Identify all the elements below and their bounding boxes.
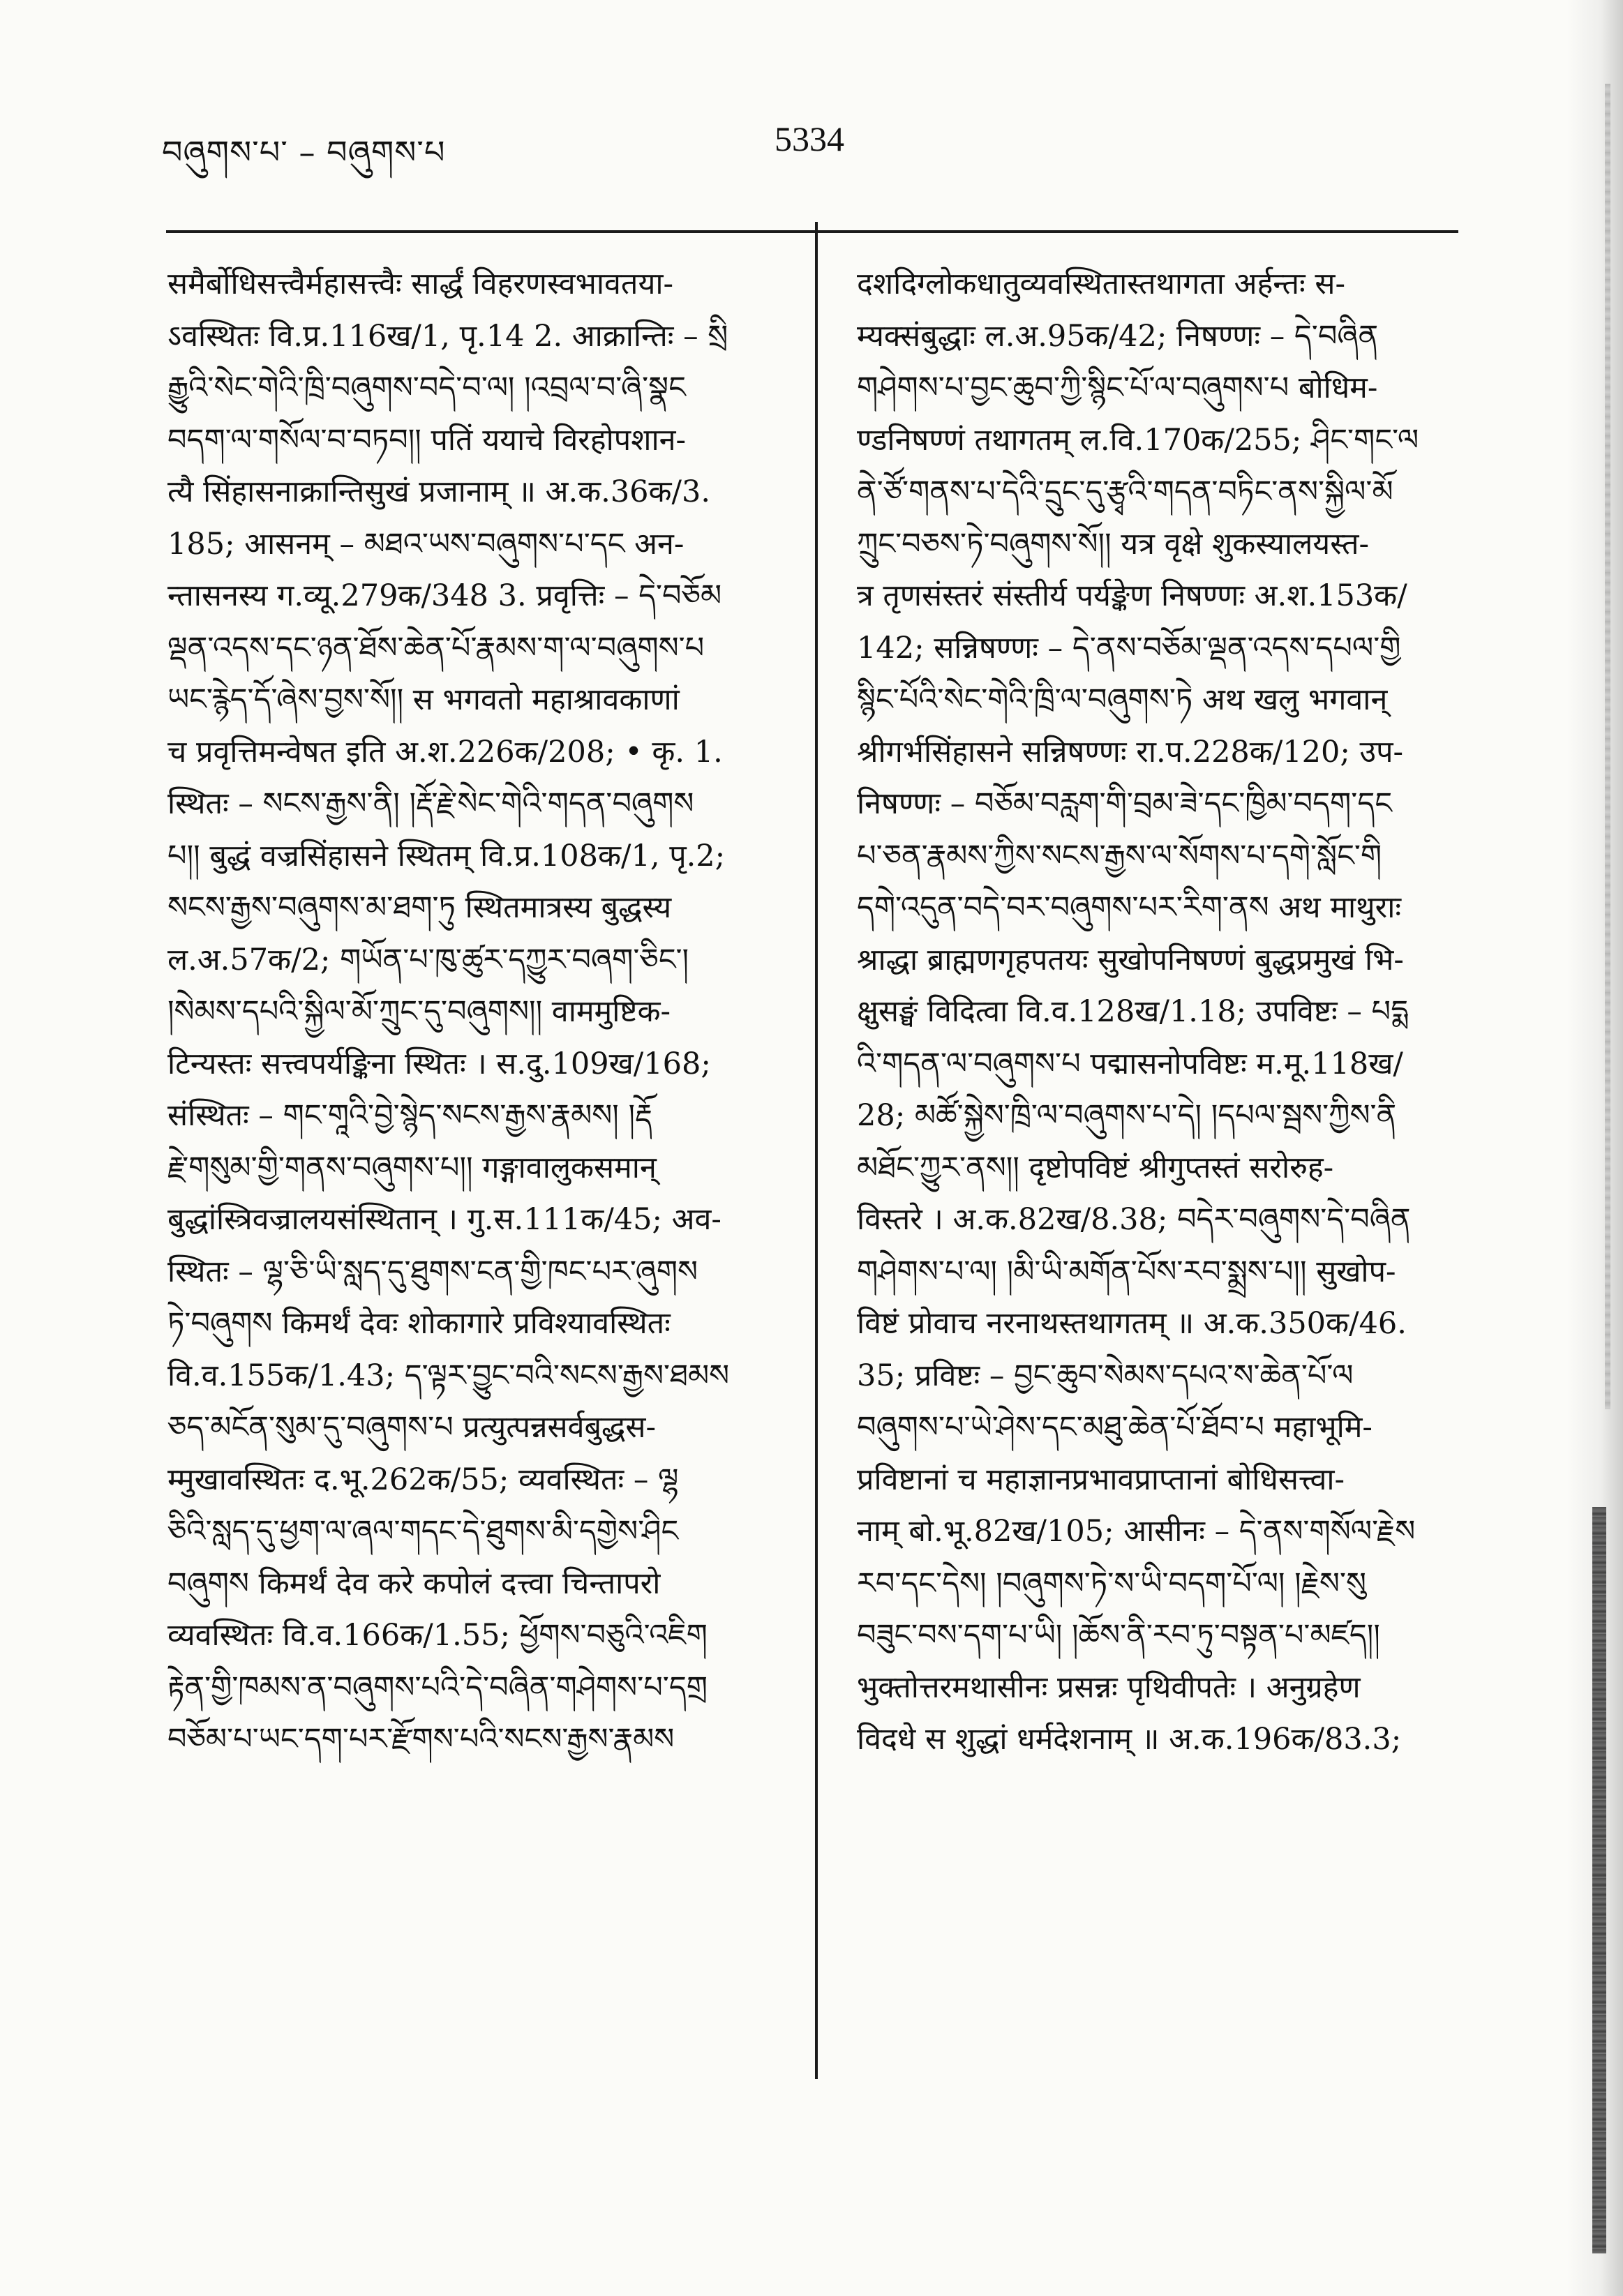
text-line: दशदिग्लोकधातुव्यवस्थितास्तथागता अर्हन्तः स- bbox=[857, 267, 1345, 301]
text-line: त्यै सिंहासनाक्रान्तिसुखं प्रजानाम् ॥ अ.क.36क/3. bbox=[167, 474, 711, 509]
text-line: རྗེ་གསུམ་གྱི་གནས་བཞུགས་པ།། गङ्गावालुकसमान् bbox=[167, 1150, 657, 1185]
text-line: बुद्धांस्त्रिवज्रालयसंस्थितान् । गु.स.111क/45; अव- bbox=[167, 1202, 721, 1237]
text-line: གཤེགས་པ་ལ། །མི་ཡི་མགོན་པོས་རབ་སྨྲས་པ།། सुखोप- bbox=[857, 1254, 1396, 1289]
text-line: ण्डनिषण्णं तथागतम् ल.वि.170क/255; ཤིང་གང་ལ bbox=[857, 422, 1419, 458]
text-line: ཡང་རྙེད་དོ་ཞེས་བྱས་སོ།། स भगवतो महाश्रावकाणां bbox=[167, 682, 680, 717]
text-line: 28; མཚོ་སྐྱེས་ཁྲི་ལ་བཞུགས་པ་དེ། །དཔལ་སྦས་ཀྱིས་ནི bbox=[857, 1098, 1397, 1133]
text-line: निषण्णः – བཅོམ་བརླག་གི་བྲམ་ཟེ་དང་ཁྱིམ་བདག་དང bbox=[857, 786, 1393, 821]
text-line: ཅད་མངོན་སུམ་དུ་བཞུགས་པ प्रत्युत्पन्नसर्वबुद्धस- bbox=[167, 1410, 656, 1445]
text-line: श्रीगर्भसिंहासने सन्निषण्णः रा.प.228क/120; उप- bbox=[857, 734, 1404, 770]
text-line: 142; सन्निषण्णः – དེ་ནས་བཅོམ་ལྡན་འདས་དཔལ་གྱི bbox=[857, 630, 1401, 666]
text-line: स्थितः – ལྷ་ཅི་ཡི་སླད་དུ་ཐུགས་ངན་གྱི་ཁང་པར་ཞུགས bbox=[167, 1254, 698, 1289]
text-line: संस्थितः – གང་གཱའི་བྱེ་སྙེད་སངས་རྒྱས་རྣམས། །རྡོ bbox=[167, 1098, 652, 1133]
text-line: རབ་དང་དེས། །བཞུགས་ཏེ་ས་ཡི་བདག་པོ་ལ། །རྗེས་སུ bbox=[857, 1566, 1366, 1601]
text-line: འི་གདན་ལ་བཞུགས་པ पद्मासनोपविष्टः म.मू.118ख/ bbox=[857, 1046, 1403, 1081]
right-column bbox=[857, 258, 1457, 2086]
text-line: 35; प्रविष्टः – བྱང་ཆུབ་སེམས་དཔའ་ས་ཆེན་པོ་ལ bbox=[857, 1358, 1354, 1393]
text-line: म्यक्संबुद्धाः ल.अ.95क/42; निषण्णः – དེ་བཞིན bbox=[857, 318, 1379, 354]
text-line: नाम् बो.भू.82ख/105; आसीनः – དེ་ནས་གསོལ་རྗེས bbox=[857, 1514, 1416, 1549]
text-line: གཤེགས་པ་བྱང་ཆུབ་ཀྱི་སྙིང་པོ་ལ་བཞུགས་པ बोधिम- bbox=[857, 370, 1378, 405]
text-line: མཐོང་ཀྱུར་ནས།། दृष्टोपविष्टं श्रीगुप्तस्तं सरोरुह- bbox=[857, 1150, 1334, 1185]
text-line: भुक्तोत्तरमथासीनः प्रसन्नः पृथिवीपतेः । अनुग्रहेण bbox=[857, 1670, 1361, 1705]
text-line: བཟུང་བས་དག་པ་ཡི། །ཆོས་ནི་རབ་ཏུ་བསྟན་པ་མཛད།། bbox=[857, 1618, 1380, 1653]
text-line: པ།། बुद्धं वज्रसिंहासने स्थितम् वि.प्र.108क/1, पृ.2; bbox=[167, 838, 726, 873]
text-line: ཀྲུང་བཅས་ཏེ་བཞུགས་སོ།། यत्र वृक्षे शुकस्यालयस्त- bbox=[857, 526, 1369, 562]
text-line: ऽवस्थितः वि.प्र.116ख/1, पृ.14 2. आक्रान्तिः – སྲི bbox=[167, 318, 728, 354]
text-line: སངས་རྒྱས་བཞུགས་མ་ཐག་ཏུ स्थितमात्रस्य बुद्धस्य bbox=[167, 890, 672, 925]
running-header: བཞུགས་པ་ – བཞུགས་པ bbox=[162, 133, 446, 171]
text-line: त्र तृणसंस्तरं संस्तीर्य पर्यङ्केण निषण्णः अ.श.153क/ bbox=[857, 578, 1407, 613]
text-line: དགེ་འདུན་བདེ་བར་བཞུགས་པར་རིག་ནས अथ माथुराः bbox=[857, 890, 1402, 925]
text-line: विदधे स शुद्धां धर्मदेशनाम् ॥ अ.क.196क/83.3; bbox=[857, 1722, 1402, 1757]
text-line: टिन्यस्तः सत्त्वपर्यङ्किना स्थितः । स.दु.109ख/168; bbox=[167, 1046, 711, 1081]
header-rule bbox=[166, 230, 1458, 233]
text-line: व्यवस्थितः वि.व.166क/1.55; ཕྱོགས་བཅུའི་འཇིག bbox=[167, 1618, 708, 1653]
text-line: वि.व.155क/1.43; ད་ལྟར་བྱུང་བའི་སངས་རྒྱས་ཐམས bbox=[167, 1358, 730, 1393]
binding-edge-mark bbox=[1592, 1507, 1606, 2253]
text-line: न्तासनस्य ग.व्यू.279क/348 3. प्रवृत्तिः – དེ་བཅོམ bbox=[167, 578, 722, 613]
text-line: 185; आसनम् – མཐའ་ཡས་བཞུགས་པ་དང अन- bbox=[167, 526, 685, 562]
page-edge-mark bbox=[1605, 84, 1610, 1409]
text-line: པ་ཅན་རྣམས་ཀྱིས་སངས་རྒྱས་ལ་སོགས་པ་དགེ་སློང་གི bbox=[857, 838, 1382, 873]
text-line: विष्टं प्रोवाच नरनाथस्तथागतम् ॥ अ.क.350क/46. bbox=[857, 1306, 1407, 1341]
text-line: क्षुसङ्घं विदित्वा वि.व.128ख/1.18; उपविष्टः – པདྨ bbox=[857, 994, 1408, 1029]
text-line: च प्रवृत्तिमन्वेषत इति अ.श.226क/208; • कृ. 1. bbox=[167, 734, 723, 770]
text-line: ཅིའི་སླད་དུ་ཕྱག་ལ་ཞལ་གདང་དེ་ཐུགས་མི་དགྱེས་ཤིང bbox=[167, 1514, 679, 1549]
column-divider bbox=[815, 222, 818, 2079]
text-line: སྙིང་པོའི་སེང་གེའི་ཁྲི་ལ་བཞུགས་ཏེ अथ खलु भगवान् bbox=[857, 682, 1388, 717]
text-line: བཞུགས་པ་ཡེ་ཤེས་དང་མཐུ་ཆེན་པོ་ཐོབ་པ महाभूमि- bbox=[857, 1410, 1373, 1445]
text-line: །སེམས་དཔའི་སྐྱིལ་མོ་ཀྲུང་དུ་བཞུགས།། वाममुष्टिक- bbox=[167, 994, 671, 1029]
text-line: समैर्बोधिसत्त्वैर्महासत्त्वैः सार्द्धं विहरणस्वभावतया- bbox=[167, 267, 674, 301]
text-line: བཅོམ་པ་ཡང་དག་པར་རྫོགས་པའི་སངས་རྒྱས་རྣམས bbox=[167, 1722, 675, 1757]
text-line: श्राद्धा ब्राह्मणगृहपतयः सुखोपनिषण्णं बुद्धप्रमुखं भि- bbox=[857, 942, 1404, 977]
text-line: བདག་ལ་གསོལ་བ་བཏབ།། पतिं ययाचे विरहोपशान- bbox=[167, 422, 686, 458]
left-column bbox=[167, 258, 768, 2086]
text-line: स्थितः – སངས་རྒྱས་ནི། །རྡོ་རྗེ་སེང་གེའི་གདན་བཞུགས bbox=[167, 786, 694, 821]
page-number: 5334 bbox=[775, 119, 844, 158]
text-line: विस्तरे । अ.क.82ख/8.38; བདེར་བཞུགས་དེ་བཞིན bbox=[857, 1202, 1411, 1237]
text-line: རྒྱུའི་སེང་གེའི་ཁྲི་བཞུགས་བདེ་བ་ལ། །འབྲལ་བ་ཞི་སྣང bbox=[167, 370, 686, 405]
text-line: རྟེན་གྱི་ཁམས་ན་བཞུགས་པའི་དེ་བཞིན་གཤེགས་པ་དགྲ bbox=[167, 1670, 708, 1705]
text-line: ལྡན་འདས་དང་ཉན་ཐོས་ཆེན་པོ་རྣམས་ག་ལ་བཞུགས་པ bbox=[167, 630, 705, 666]
text-line: བཞུགས किमर्थं देव करे कपोलं दत्त्वा चिन्तापरो bbox=[167, 1566, 661, 1601]
text-line: ल.अ.57क/2; གཡོན་པ་ཁུ་ཚུར་དཀྱུར་བཞག་ཅིང་། bbox=[167, 942, 689, 977]
text-line: ཏེ་བཞུགས किमर्थं देवः शोकागारे प्रविश्यावस्थितः bbox=[167, 1306, 671, 1341]
text-line: प्रविष्टानां च महाज्ञानप्रभावप्राप्तानां बोधिसत्त्वा- bbox=[857, 1462, 1345, 1497]
text-line: ནེ་ཙོ་གནས་པ་དེའི་དྲུང་དུ་རྩྭའི་གདན་བཏིང་ནས་སྐྱིལ་མོ bbox=[857, 474, 1393, 509]
text-line: म्मुखावस्थितः द.भू.262क/55; व्यवस्थितः – ལྷ bbox=[167, 1462, 679, 1497]
